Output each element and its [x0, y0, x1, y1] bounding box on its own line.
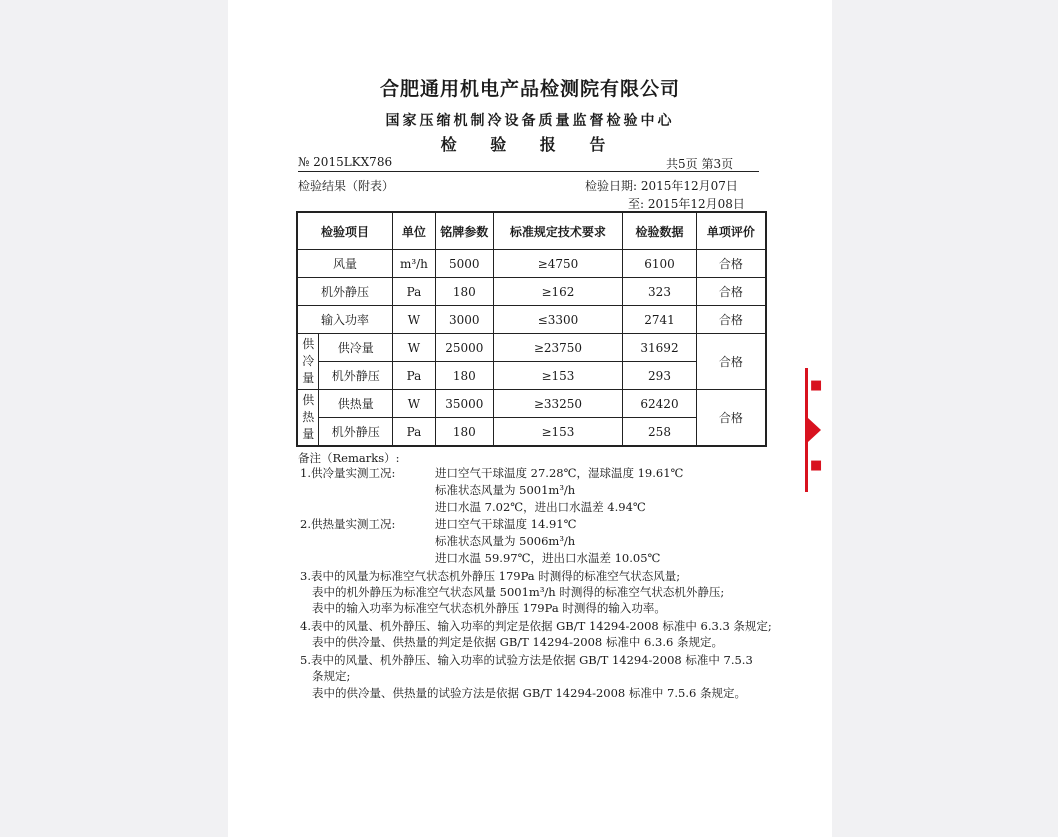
inspection-date-to: 至: 2015年12月08日 — [628, 197, 745, 211]
seal-fragment: ■ — [810, 458, 823, 473]
remark-2-line: 进口空气干球温度 14.91℃ — [435, 517, 577, 531]
results-table — [296, 211, 767, 447]
table-row — [297, 334, 766, 362]
cell-data: 323 — [623, 278, 697, 306]
remark-1-line: 进口空气干球温度 27.28℃，湿球温度 19.61℃ — [435, 466, 684, 480]
company-name: 合肥通用机电产品检测院有限公司 — [379, 78, 680, 100]
remark-3-line: 表中的输入功率为标准空气状态机外静压 179Pa 时测得的输入功率。 — [312, 601, 666, 615]
cell-unit: W — [392, 390, 435, 418]
results-label: 检验结果（附表） — [298, 179, 395, 193]
remark-2-line: 进口水温 59.97℃，进出口水温差 10.05℃ — [435, 551, 661, 565]
cell-rated: 5000 — [435, 250, 493, 278]
cell-requirement: ≤3300 — [493, 306, 622, 334]
col-header-requirement: 标准规定技术要求 — [493, 212, 622, 250]
report-number: № 2015LKX786 — [298, 155, 393, 169]
seal-fragment: ■ — [810, 378, 823, 393]
cell-evaluation: 合格 — [696, 334, 766, 390]
cell-unit: Pa — [392, 278, 435, 306]
cell-data: 293 — [623, 362, 697, 390]
cell-item: 机外静压 — [297, 278, 392, 306]
cell-evaluation: 合格 — [696, 278, 766, 306]
remark-1-line: 标准状态风量为 5001m³/h — [435, 483, 576, 497]
col-header-rated: 铭牌参数 — [435, 212, 493, 250]
group-label-cooling: 供冷量 — [302, 337, 315, 385]
remark-2-line: 标准状态风量为 5006m³/h — [435, 534, 576, 548]
cell-group-heating — [297, 390, 319, 447]
report-title: 检 验 报 告 — [440, 135, 620, 154]
cell-data: 6100 — [623, 250, 697, 278]
col-header-evaluation: 单项评价 — [696, 212, 766, 250]
col-header-item: 检验项目 — [297, 212, 392, 250]
cell-requirement: ≥153 — [493, 362, 622, 390]
remark-2-label: 2.供热量实测工况: — [300, 517, 396, 531]
cell-item: 风量 — [297, 250, 392, 278]
table-row — [297, 250, 766, 278]
cell-requirement: ≥23750 — [493, 334, 622, 362]
table-row — [297, 390, 766, 418]
table-row — [297, 306, 766, 334]
cell-rated: 35000 — [435, 390, 493, 418]
cell-requirement: ≥162 — [493, 278, 622, 306]
table-row — [297, 418, 766, 447]
remark-4-line: 表中的供冷量、供热量的判定是依据 GB/T 14294-2008 标准中 6.3.6 条规定。 — [312, 635, 723, 649]
remark-5-line: 条规定; — [312, 669, 351, 683]
cell-requirement: ≥4750 — [493, 250, 622, 278]
cell-unit: Pa — [392, 362, 435, 390]
table-row — [297, 362, 766, 390]
remark-3-line: 表中的机外静压为标准空气状态风量 5001m³/h 时测得的标准空气状态机外静压; — [312, 585, 725, 599]
cell-data: 31692 — [623, 334, 697, 362]
col-header-data: 检验数据 — [623, 212, 697, 250]
table-row — [297, 278, 766, 306]
remark-5-line: 表中的供冷量、供热量的试验方法是依据 GB/T 14294-2008 标准中 7.5.6 条规定。 — [312, 686, 746, 700]
remark-4-line: 4.表中的风量、机外静压、输入功率的判定是依据 GB/T 14294-2008 标准中 6.3.3 条规定; — [300, 619, 772, 633]
cell-unit: W — [392, 306, 435, 334]
remark-5-line: 5.表中的风量、机外静压、输入功率的试验方法是依据 GB/T 14294-2008 标准中 7.5.3 — [300, 653, 753, 667]
cell-evaluation: 合格 — [696, 250, 766, 278]
cell-data: 62420 — [623, 390, 697, 418]
cell-unit: m³/h — [392, 250, 435, 278]
cell-evaluation: 合格 — [696, 306, 766, 334]
report-page — [228, 0, 832, 837]
cell-rated: 25000 — [435, 334, 493, 362]
table-header-row — [297, 212, 766, 250]
cell-requirement: ≥33250 — [493, 390, 622, 418]
cell-group-cooling — [297, 334, 319, 390]
red-seal-edge — [805, 368, 828, 492]
inspection-date-from: 检验日期: 2015年12月07日 — [585, 179, 738, 193]
remark-1-label: 1.供冷量实测工况: — [300, 466, 396, 480]
group-label-heating: 供热量 — [302, 393, 315, 441]
cell-item: 机外静压 — [319, 362, 393, 390]
header-rule — [298, 171, 759, 172]
cell-rated: 180 — [435, 418, 493, 447]
cell-data: 258 — [623, 418, 697, 447]
cell-data: 2741 — [623, 306, 697, 334]
center-name: 国家压缩机制冷设备质量监督检验中心 — [385, 113, 675, 129]
remark-3-line: 3.表中的风量为标准空气状态机外静压 179Pa 时测得的标准空气状态风量; — [300, 569, 681, 583]
cell-item: 供热量 — [319, 390, 393, 418]
cell-rated: 180 — [435, 362, 493, 390]
cell-item: 输入功率 — [297, 306, 392, 334]
page-count: 共5页 第3页 — [666, 157, 734, 171]
cell-unit: Pa — [392, 418, 435, 447]
cell-item: 机外静压 — [319, 418, 393, 447]
col-header-unit: 单位 — [392, 212, 435, 250]
seal-star-fragment — [808, 418, 821, 442]
cell-item: 供冷量 — [319, 334, 393, 362]
cell-unit: W — [392, 334, 435, 362]
cell-evaluation: 合格 — [696, 390, 766, 447]
cell-requirement: ≥153 — [493, 418, 622, 447]
remarks-title: 备注（Remarks）: — [298, 451, 400, 465]
remark-1-line: 进口水温 7.02℃，进出口水温差 4.94℃ — [435, 500, 646, 514]
cell-rated: 180 — [435, 278, 493, 306]
cell-rated: 3000 — [435, 306, 493, 334]
